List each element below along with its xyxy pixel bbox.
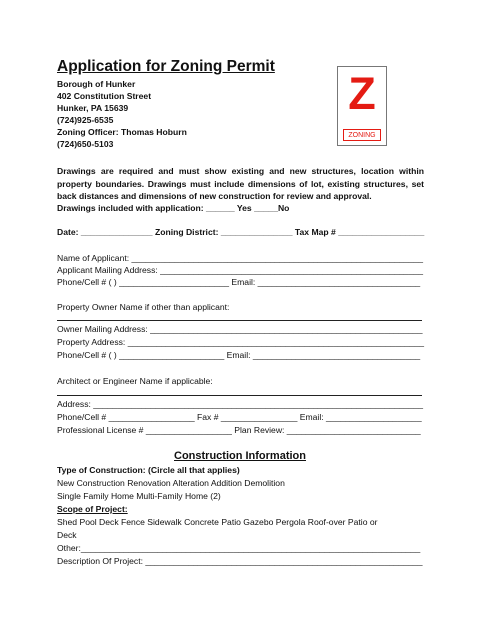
zoning-logo-letter: Z (348, 68, 376, 119)
construction-types-row-2[interactable]: Single Family Home Multi-Family Home (2) (57, 491, 221, 501)
office-street: 402 Constitution Street (57, 91, 152, 101)
office-phone: (724)925-6535 (57, 115, 114, 125)
drawings-included-line[interactable]: Drawings included with application: ______ Yes _____No (57, 203, 290, 213)
construction-type-heading: Type of Construction: (Circle all that applies) (57, 465, 240, 475)
owner-phone-email-field[interactable]: Phone/Cell # ( ) ______________________ Email: ___________________________________ (57, 350, 421, 360)
zoning-logo (337, 66, 387, 146)
owner-name-line[interactable] (57, 320, 422, 321)
form-title: Application for Zoning Permit (57, 58, 275, 75)
owner-mailing-field[interactable]: Owner Mailing Address: _________________________________________________________ (57, 324, 423, 334)
office-city: Hunker, PA 15639 (57, 103, 129, 113)
zoning-officer: Zoning Officer: Thomas Hoburn (57, 127, 187, 137)
other-field[interactable]: Other:_______________________________________________________________________ (57, 543, 421, 553)
applicant-mailing-field[interactable]: Applicant Mailing Address: _______________________________________________________ (57, 265, 424, 275)
office-name: Borough of Hunker (57, 79, 136, 89)
project-description-field[interactable]: Description Of Project: __________________________________________________________ (57, 556, 423, 566)
scope-heading: Scope of Project: (57, 504, 128, 514)
construction-types-row-1[interactable]: New Construction Renovation Alteration Addition Demolition (57, 478, 285, 488)
applicant-phone-email-field[interactable]: Phone/Cell # ( ) _______________________ Email: __________________________________ (57, 277, 421, 287)
date-district-taxmap-line[interactable]: Date: _______________ Zoning District: _______________ Tax Map # __________________ (57, 227, 425, 237)
professional-license-field[interactable]: Professional License # __________________ Plan Review: ____________________________ (57, 425, 421, 435)
architect-phone-fax-email-field[interactable]: Phone/Cell # __________________ Fax # ________________ Email: ____________________ (57, 412, 422, 422)
applicant-name-field[interactable]: Name of Applicant: _____________________________________________________________ (57, 253, 424, 263)
zoning-logo-label: ZONING (343, 129, 381, 141)
construction-info-heading (0, 450, 480, 463)
drawing-instructions: Drawings are required and must show existing and new structures, location within property boundaries. Drawings must include dimensions of lot, existing structures, set back distances and dimensions of new construction for review and approval. (57, 166, 424, 201)
scope-options-row-2[interactable]: Deck (57, 530, 77, 540)
scope-options-row-1[interactable]: Shed Pool Deck Fence Sidewalk Concrete Patio Gazebo Pergola Roof-over Patio or (57, 517, 378, 527)
zoning-officer-phone: (724)650-5103 (57, 139, 114, 149)
owner-name-heading: Property Owner Name if other than applicant: (57, 302, 230, 312)
construction-info-heading-text: Construction Information (174, 450, 306, 462)
property-address-field[interactable]: Property Address: ______________________________________________________________ (57, 337, 425, 347)
architect-heading: Architect or Engineer Name if applicable: (57, 376, 213, 386)
architect-address-field[interactable]: Address: _____________________________________________________________________ (57, 399, 424, 409)
architect-name-line[interactable] (57, 395, 422, 396)
